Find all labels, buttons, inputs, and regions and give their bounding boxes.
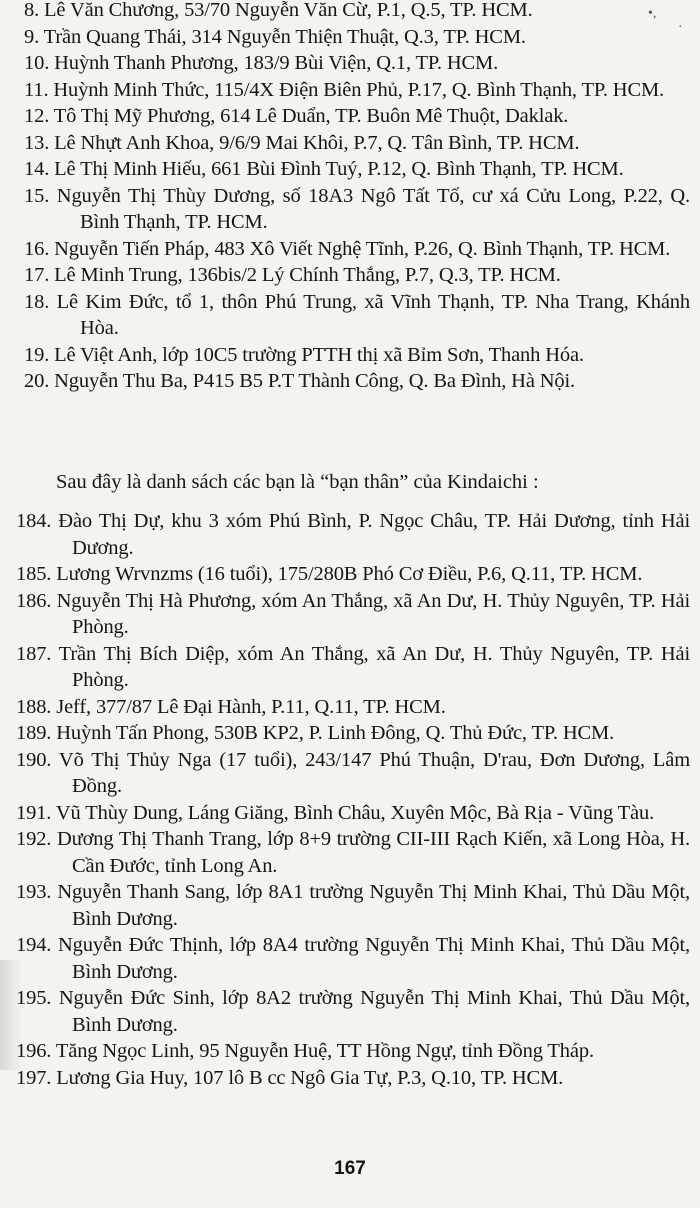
list-item: 14. Lê Thị Minh Hiếu, 661 Bùi Đình Tuý, P.12, Q. Bình Thạnh, TP. HCM. [24,158,624,180]
list-item: 184. Đào Thị Dự, khu 3 xóm Phú Bình, P. Ngọc Châu, TP. Hải Dương, tỉnh Hải Dương. [16,510,690,559]
list-item: 190. Võ Thị Thủy Nga (17 tuổi), 243/147 Phú Thuận, D'rau, Đơn Dương, Lâm Đồng. [16,748,690,797]
list-item: 18. Lê Kim Đức, tổ 1, thôn Phú Trung, xã Vĩnh Thạnh, TP. Nha Trang, Khánh Hòa. [24,290,690,339]
list-item: 195. Nguyễn Đức Sinh, lớp 8A2 trường Nguyễn Thị Minh Khai, Thủ Dầu Một, Bình Dương. [16,987,690,1036]
list-item: 187. Trần Thị Bích Diệp, xóm An Thắng, xã An Dư, H. Thủy Nguyên, TP. Hải Phòng. [16,642,690,691]
list-item: 194. Nguyễn Đức Thịnh, lớp 8A4 trường Nguyễn Thị Minh Khai, Thủ Dầu Một, Bình Dương. [16,934,690,983]
list-item: 9. Trần Quang Thái, 314 Nguyễn Thiện Thuật, Q.3, TP. HCM. [24,25,526,48]
list-item: 13. Lê Nhựt Anh Khoa, 9/6/9 Mai Khôi, P.7, Q. Tân Bình, TP. HCM. [24,131,580,154]
section-intro: Sau đây là danh sách các bạn là “bạn thân” của Kindaichi : [56,471,539,493]
list-item: 17. Lê Minh Trung, 136bis/2 Lý Chính Thắng, P.7, Q.3, TP. HCM. [24,264,561,286]
list-item: 11. Huỳnh Minh Thức, 115/4X Điện Biên Phủ, P.17, Q. Bình Thạnh, TP. HCM. [24,78,665,101]
list-item: 8. Lê Văn Chương, 53/70 Nguyễn Văn Cừ, P.1, Q.5, TP. HCM. [24,0,533,21]
list-item: 189. Huỳnh Tấn Phong, 530B KP2, P. Linh Đông, Q. Thủ Đức, TP. HCM. [16,722,615,744]
list-item: 16. Nguyễn Tiến Pháp, 483 Xô Viết Nghệ Tĩnh, P.26, Q. Bình Thạnh, TP. HCM. [24,237,671,260]
print-speck: •, [648,6,657,21]
list-item: 186. Nguyễn Thị Hà Phương, xóm An Thắng, xã An Dư, H. Thủy Nguyên, TP. Hải Phòng. [16,589,690,638]
page-number: 167 [334,1158,366,1179]
address-list-friends [16,508,690,1091]
list-item: 188. Jeff, 377/87 Lê Đại Hành, P.11, Q.11, TP. HCM. [16,695,446,718]
list-item: 197. Lương Gia Huy, 107 lô B cc Ngô Gia Tự, P.3, Q.10, TP. HCM. [16,1066,564,1089]
list-item: 193. Nguyễn Thanh Sang, lớp 8A1 trường Nguyễn Thị Minh Khai, Thủ Dầu Một, Bình Dương. [16,881,690,930]
list-item: 15. Nguyễn Thị Thùy Dương, số 18A3 Ngô Tất Tố, cư xá Cửu Long, P.22, Q. Bình Thạnh, TP. HCM. [24,184,690,233]
list-item: 20. Nguyễn Thu Ba, P415 B5 P.T Thành Công, Q. Ba Đình, Hà Nội. [24,370,576,392]
list-item: 192. Dương Thị Thanh Trang, lớp 8+9 trường CII-III Rạch Kiến, xã Long Hòa, H. Cần Đước, tỉnh Long An. [16,828,690,877]
list-item: 191. Vũ Thùy Dung, Láng Giăng, Bình Châu, Xuyên Mộc, Bà Rịa - Vũng Tàu. [16,801,655,824]
list-item: 19. Lê Việt Anh, lớp 10C5 trường PTTH thị xã Bỉm Sơn, Thanh Hóa. [24,343,584,366]
list-item: 12. Tô Thị Mỹ Phương, 614 Lê Duẩn, TP. Buôn Mê Thuột, Daklak. [24,105,569,127]
list-item: 196. Tăng Ngọc Linh, 95 Nguyễn Huệ, TT Hồng Ngự, tỉnh Đồng Tháp. [16,1040,594,1062]
address-list-continued [16,0,690,395]
print-speck: · [678,20,683,35]
list-item: 10. Huỳnh Thanh Phương, 183/9 Bùi Viện, Q.1, TP. HCM. [24,52,499,74]
list-item: 185. Lương Wrvnzms (16 tuổi), 175/280B Phó Cơ Điều, P.6, Q.11, TP. HCM. [16,563,643,585]
